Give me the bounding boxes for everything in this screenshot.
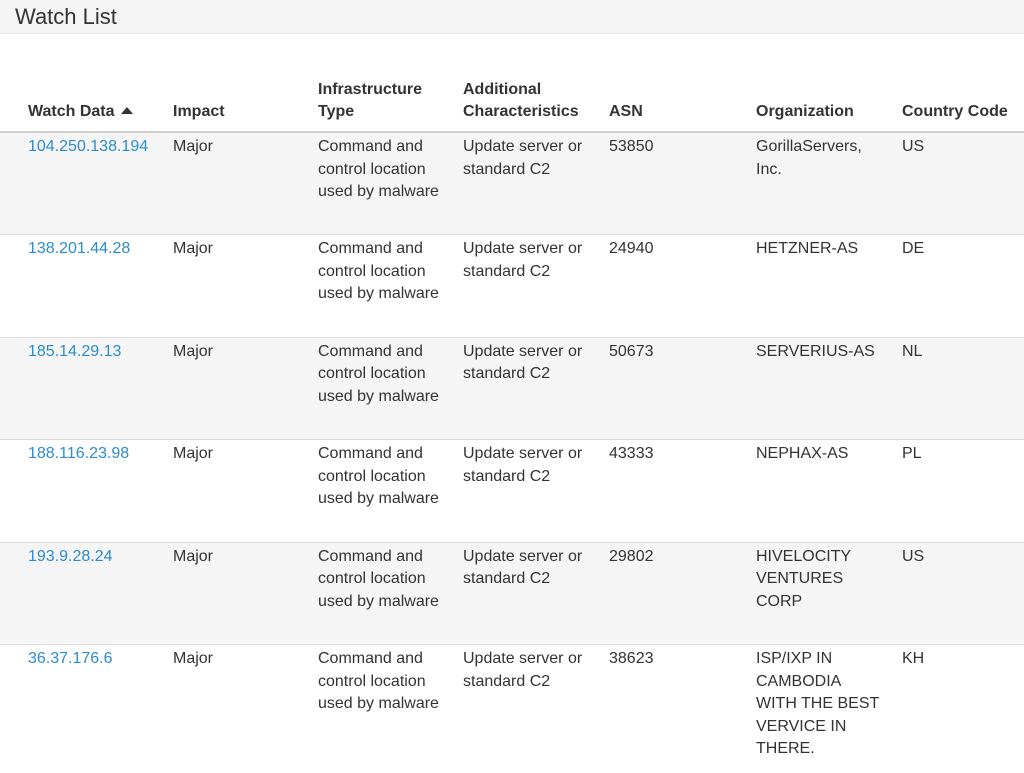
cell-watch-data [0,440,160,543]
table-row [0,337,1024,440]
column-header-organization[interactable]: Organization [743,55,889,132]
watch-data-link[interactable]: 185.14.29.13 [28,342,122,360]
cell-impact: Major [160,132,305,235]
table-row [0,542,1024,645]
cell-country-code: NL [889,337,1024,440]
cell-country-code: KH [889,645,1024,761]
cell-organization: GorillaServers, Inc. [743,132,889,235]
table-row [0,132,1024,235]
column-header-additional-characteristics[interactable]: Additional Characteristics [450,55,596,132]
cell-asn: 50673 [596,337,743,440]
cell-watch-data [0,235,160,338]
cell-watch-data [0,645,160,761]
title-bar [0,0,1024,34]
cell-impact: Major [160,542,305,645]
cell-additional-characteristics: Update server or standard C2 [450,542,596,645]
watch-data-link[interactable]: 104.250.138.194 [28,138,149,155]
cell-impact: Major [160,440,305,543]
column-header-watch-data[interactable] [0,55,160,132]
cell-organization: HETZNER-AS [743,235,889,338]
column-header-asn[interactable]: ASN [596,55,743,132]
cell-organization: HIVELOCITY VENTURES CORP [743,542,889,645]
watch-data-link[interactable]: 138.201.44.28 [28,240,131,257]
cell-impact: Major [160,337,305,440]
cell-infrastructure-type: Command and control location used by malware [305,542,450,645]
cell-watch-data [0,337,160,440]
cell-additional-characteristics: Update server or standard C2 [450,337,596,440]
cell-infrastructure-type: Command and control location used by malware [305,235,450,338]
cell-infrastructure-type: Command and control location used by malware [305,132,450,235]
cell-asn: 53850 [596,132,743,235]
cell-additional-characteristics: Update server or standard C2 [450,440,596,543]
column-header-infrastructure-type[interactable]: Infrastructure Type [305,55,450,132]
cell-asn: 43333 [596,440,743,543]
cell-infrastructure-type: Command and control location used by malware [305,645,450,761]
cell-country-code: DE [889,235,1024,338]
cell-country-code: US [889,132,1024,235]
table-row [0,440,1024,543]
cell-additional-characteristics: Update server or standard C2 [450,645,596,761]
column-header-label: Watch Data [28,103,115,121]
cell-infrastructure-type: Command and control location used by malware [305,337,450,440]
cell-asn: 38623 [596,645,743,761]
cell-organization: NEPHAX-AS [743,440,889,543]
watch-data-link[interactable]: 36.37.176.6 [28,650,113,667]
cell-impact: Major [160,235,305,338]
cell-country-code: PL [889,440,1024,543]
watch-data-link[interactable]: 188.116.23.98 [28,445,130,462]
watch-data-link[interactable]: 193.9.28.24 [28,547,113,565]
cell-country-code: US [889,542,1024,645]
cell-impact: Major [160,645,305,761]
cell-watch-data [0,542,160,645]
cell-asn: 29802 [596,542,743,645]
cell-asn: 24940 [596,235,743,338]
page-title: Watch List [15,4,117,29]
cell-organization: ISP/IXP IN CAMBODIA WITH THE BEST VERVICE IN THERE. [743,645,889,761]
header-row [0,55,1024,132]
cell-watch-data [0,132,160,235]
table-row [0,235,1024,338]
cell-additional-characteristics: Update server or standard C2 [450,235,596,338]
watch-list-table [0,55,1024,761]
sort-ascending-icon[interactable] [121,107,133,114]
cell-organization: SERVERIUS-AS [743,337,889,440]
column-header-impact[interactable]: Impact [160,55,305,132]
cell-infrastructure-type: Command and control location used by malware [305,440,450,543]
table-body [0,132,1024,761]
cell-additional-characteristics: Update server or standard C2 [450,132,596,235]
sort-control[interactable] [28,103,133,120]
table-row [0,645,1024,761]
column-header-country-code[interactable]: Country Code [889,55,1024,132]
table-header [0,55,1024,132]
